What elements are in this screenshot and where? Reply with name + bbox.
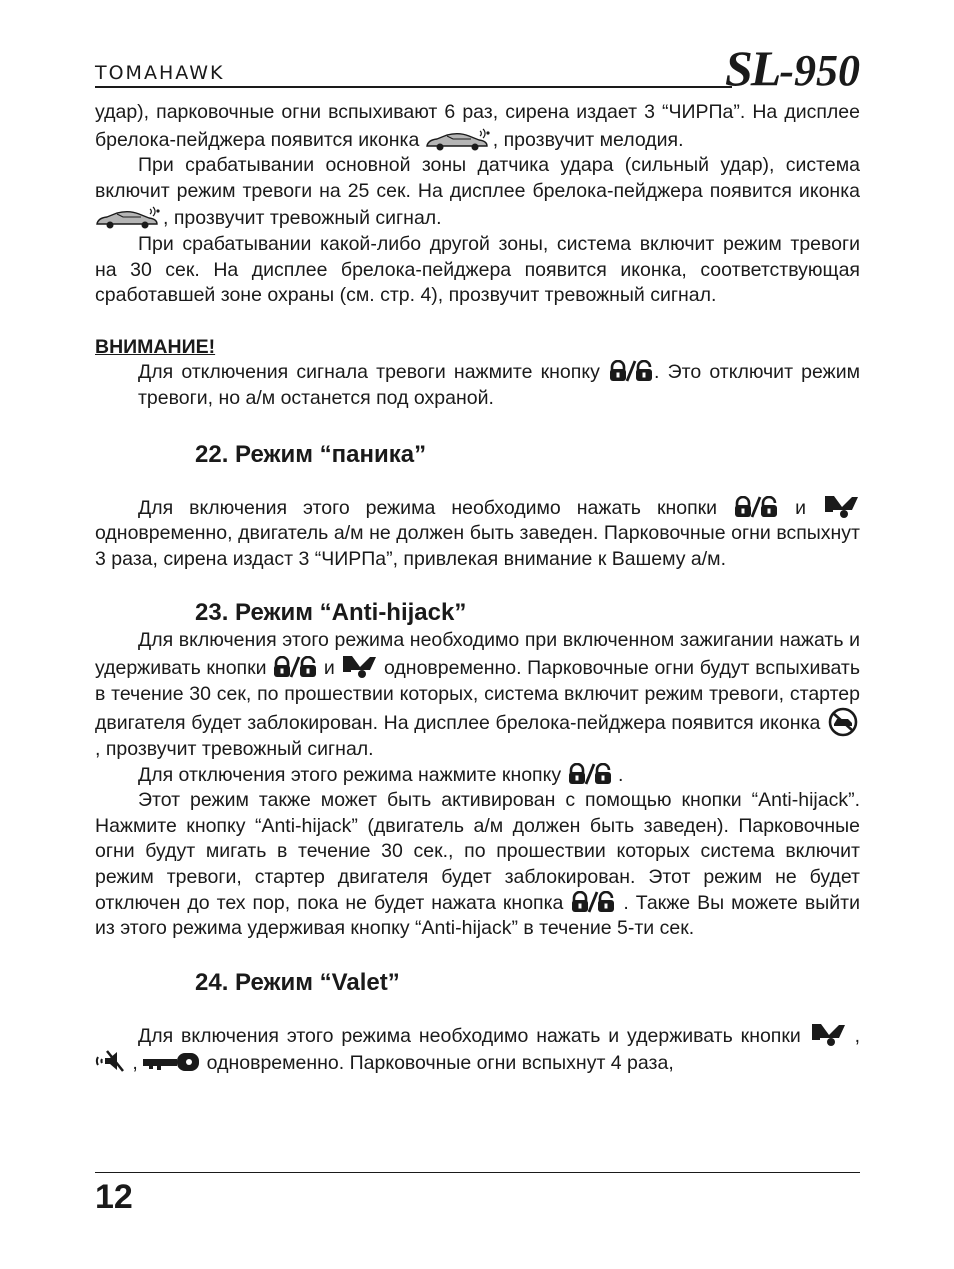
text: , прозвучит тревожный сигнал. — [95, 738, 374, 761]
section-24-title: 24. Режим “Valet” — [195, 968, 400, 996]
text: При срабатывании основной зоны датчика удара (сильный удар), система включит режим тревоги на 25 сек. На дисплее брелока-пейджера появится иконка — [95, 154, 860, 202]
text: , прозвучит мелодия. — [492, 128, 684, 151]
text: Для включения этого режима необходимо нажать и удерживать кнопки — [138, 1024, 809, 1047]
text: Для включения этого режима необходимо нажать кнопки — [138, 496, 734, 519]
section-22-title: 22. Режим “паника” — [195, 440, 427, 468]
trunk-button-icon — [809, 1022, 847, 1046]
lock-unlock-button-icon — [733, 496, 779, 518]
text: и — [779, 496, 822, 519]
lock-unlock-button-icon — [608, 360, 654, 382]
text: и — [318, 656, 341, 679]
section-24-body — [95, 1022, 860, 1077]
car-alert-icon — [425, 126, 493, 152]
no-entry-car-icon — [826, 707, 860, 737]
section-23-title: 23. Режим “Anti-hijack” — [195, 599, 467, 627]
text: Для отключения сигнала тревоги нажмите кнопку — [138, 361, 609, 384]
text: . Это отключит режим тревоги, но а/м останется под охраной. — [138, 361, 860, 409]
text: одновременно. Парковочные огни будут вспыхивать в течение 30 сек, по прошествии которых, система включит режим тревоги, стартер двигателя будет заблокирован. На дисплее брелока-пейджера появится иконка — [95, 656, 860, 735]
text: , — [846, 1024, 860, 1047]
notice-title: ВНИМАНИЕ! — [95, 335, 216, 358]
notice-body — [95, 360, 860, 411]
model-logo — [725, 40, 860, 99]
text: удар), парковочные огни вспыхивают 6 раз, сирена издает 3 “ЧИРПа”. На дисплее брелока-пейджера появится иконка — [95, 101, 860, 151]
brand-name: TOMAHAWK — [95, 62, 225, 84]
text: одновременно. Парковочные огни вспыхнут 4 раза, — [201, 1052, 674, 1075]
car-alert-icon — [95, 204, 163, 230]
page-header — [95, 40, 860, 102]
trunk-button-icon — [822, 494, 860, 518]
page-number: 12 — [95, 1178, 133, 1216]
text: Для отключения этого режима нажмите кнопку — [138, 763, 567, 786]
text: Этот режим также может быть активирован с помощью кнопки “Anti-hijack”. Нажмите кнопку “Anti-hijack” (двигатель а/м должен быть заведен). Парковочные огни будут мигать в течение 30 сек., по прошествии которых система включит режим тревоги, стартер двигателя будет заблокирован. Этот режим не будет отключен до тех пор, пока не будет нажата кнопка — [95, 789, 860, 914]
text: , — [127, 1052, 144, 1075]
paragraph-shock-light — [95, 100, 860, 153]
lock-unlock-button-icon — [570, 891, 616, 913]
text: Для включения этого режима необходимо при включенном зажигании нажать и удерживать кнопки — [95, 629, 860, 679]
text: , прозвучит тревожный сигнал. — [163, 207, 442, 230]
lock-unlock-button-icon — [567, 763, 613, 785]
text: . — [612, 763, 624, 786]
paragraph-shock-strong — [95, 153, 860, 232]
model-prefix: SL — [724, 40, 780, 96]
paragraph-other-zone: При срабатывании какой-либо другой зоны, система включит режим тревоги на 30 сек. На дисплее брелока-пейджера появится иконка, соответствующая сработавшей зоне охраны (см. стр. 4), прозвучит тревожный сигнал. — [95, 232, 860, 307]
key-button-icon — [143, 1051, 201, 1073]
header-rule — [95, 86, 732, 88]
text: одновременно, двигатель а/м не должен быть заведен. Парковочные огни вспыхнут 3 раза, сирена издаст 3 “ЧИРПа”, привлекая внимание к Вашему а/м. — [95, 522, 860, 570]
page-content — [95, 100, 860, 1077]
lock-unlock-button-icon — [272, 656, 318, 678]
model-suffix: -950 — [779, 46, 860, 95]
text: . Также Вы можете выйти из этого режима удерживая кнопку “Anti-hijack” в течение 5-ти сек. — [95, 891, 860, 940]
sound-button-icon — [95, 1049, 127, 1073]
section-23-body-1 — [95, 628, 860, 762]
footer-rule — [95, 1172, 860, 1173]
section-23-body-3 — [95, 788, 860, 942]
trunk-button-icon — [340, 654, 378, 678]
section-23-body-2 — [95, 763, 860, 789]
section-22-body — [95, 494, 860, 573]
